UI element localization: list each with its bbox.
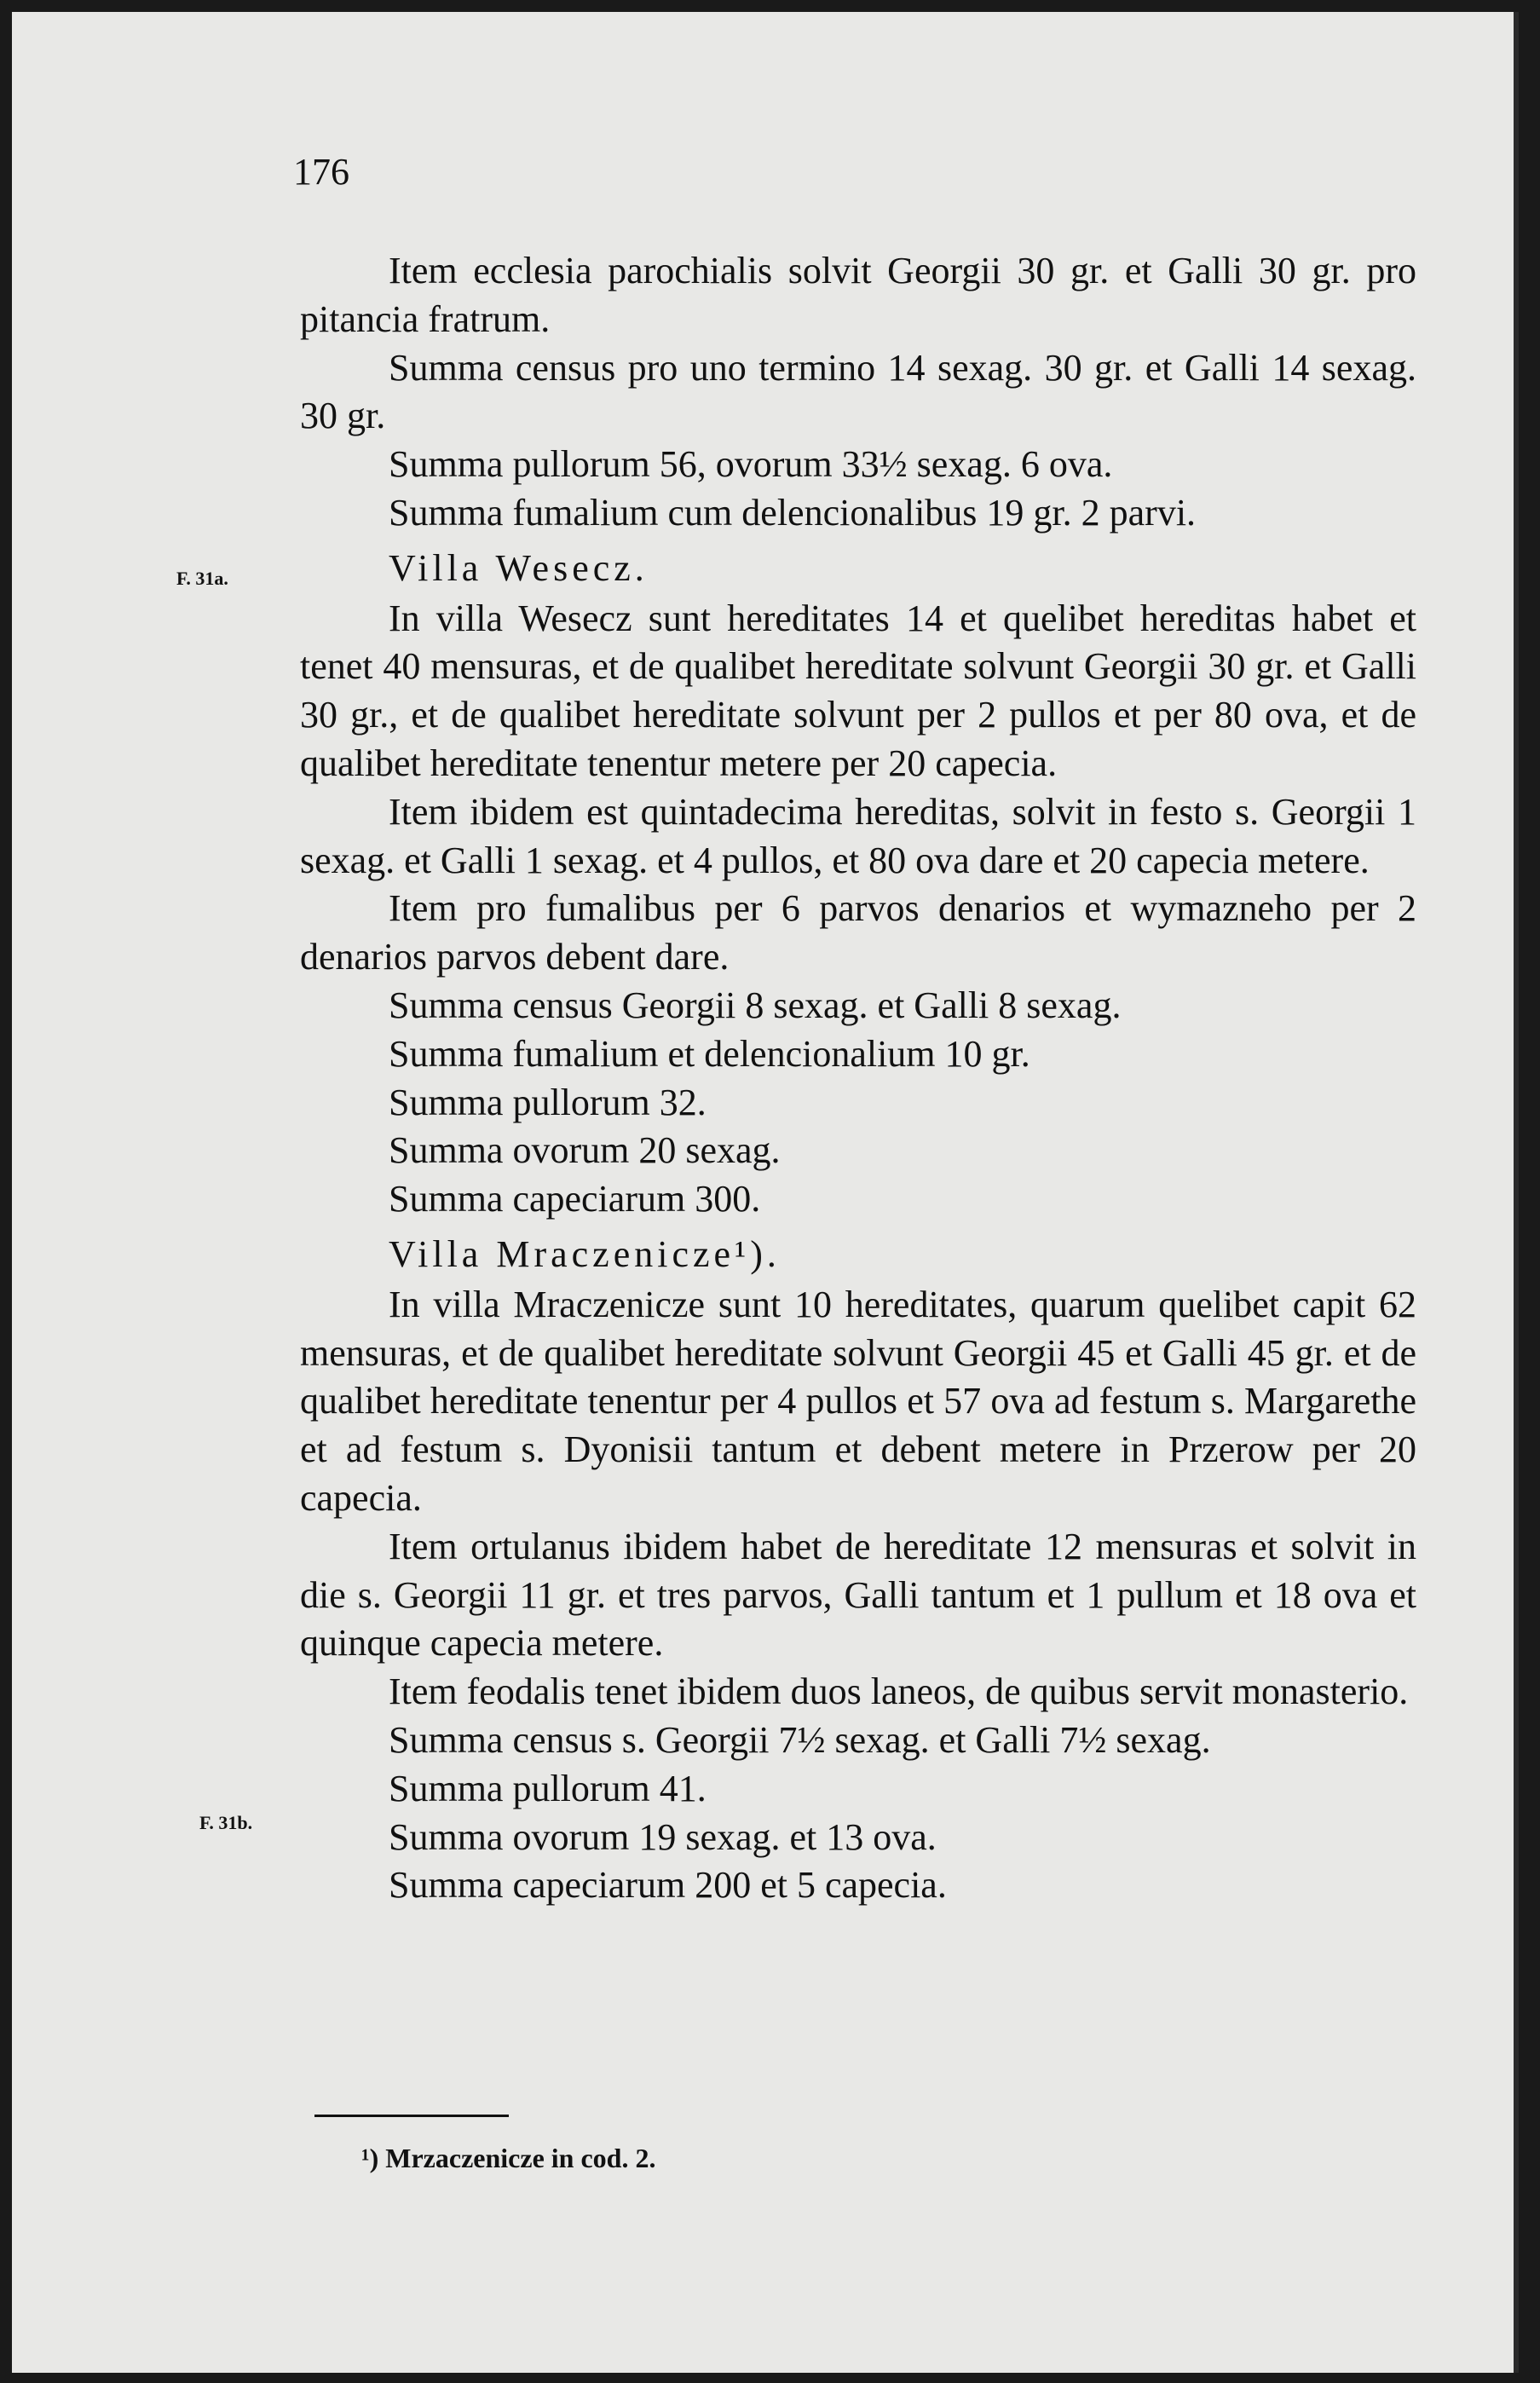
summary-line: Summa pullorum 41.	[389, 1767, 707, 1809]
paragraph: Item ecclesia parochialis solvit Georgii 30 gr. et Galli 30 gr. pro pitancia fratrum.	[300, 250, 1416, 340]
summary-line: Summa ovorum 19 sexag. et 13 ova.	[389, 1815, 937, 1858]
section-heading: Villa Mraczenicze¹).	[389, 1232, 781, 1275]
page-number: 176	[293, 151, 349, 193]
paragraph: Item feodalis tenet ibidem duos laneos, de quibus servit monasterio.	[389, 1670, 1409, 1713]
paragraph: Item ibidem est quintadecima hereditas, solvit in festo s. Georgii 1 sexag. et Galli 1 sexag. et 4 pullos, et 80 ova dare et 20 capecia metere.	[300, 790, 1416, 881]
summary-line: Summa capeciarum 200 et 5 capecia.	[389, 1864, 947, 1907]
summary-line: Summa census s. Georgii 7½ sexag. et Galli 7½ sexag.	[389, 1718, 1211, 1761]
summary-line: Summa fumalium cum delencionalibus 19 gr. 2 parvi.	[389, 491, 1197, 534]
section-heading: Villa Wesecz.	[389, 546, 649, 589]
summary-line: Summa ovorum 20 sexag.	[389, 1129, 781, 1172]
summary-line: Summa capeciarum 300.	[389, 1178, 761, 1220]
book-page	[12, 12, 1519, 2373]
paragraph: Item pro fumalibus per 6 parvos denarios et wymazneho per 2 denarios parvos debent dare.	[300, 887, 1416, 978]
summary-line: Summa pullorum 32.	[389, 1081, 707, 1123]
footnote-divider	[314, 2115, 509, 2117]
footnote: ¹) Mrzaczenicze in cod. 2.	[361, 2143, 656, 2173]
paragraph: Item ortulanus ibidem habet de hereditate 12 mensuras et solvit in die s. Georgii 11 gr. et tres parvos, Galli tantum et 1 pullum et 18 ova et quinque capecia metere.	[300, 1525, 1416, 1665]
paragraph: In villa Wesecz sunt hereditates 14 et quelibet hereditas habet et tenet 40 mensuras, et de qualibet hereditate solvunt Georgii 30 gr. et Galli 30 gr., et de qualibet hereditate solvunt per 2 pullos et per 80 ova, et de qualibet hereditate tenentur metere per 20 capecia.	[300, 597, 1416, 784]
summary-line: Summa fumalium et delencionalium 10 gr.	[389, 1032, 1030, 1075]
margin-note-f31a: F. 31a.	[176, 568, 228, 589]
body-text	[300, 247, 1416, 1910]
margin-note-f31b: F. 31b.	[199, 1812, 253, 1833]
summary-line: Summa census Georgii 8 sexag. et Galli 8 sexag.	[389, 984, 1122, 1026]
paragraph: Summa census pro uno termino 14 sexag. 30 gr. et Galli 14 sexag. 30 gr.	[300, 346, 1416, 437]
paragraph: In villa Mraczenicze sunt 10 hereditates, quarum quelibet capit 62 mensuras, et de qualibet hereditate solvunt Georgii 45 et Galli 45 gr. et de qualibet hereditate tenentur per 4 pullos et 57 ova ad festum s. Margarethe et ad festum s. Dyonisii tantum et debent metere in Przerow per 20 capecia.	[300, 1283, 1416, 1519]
summary-line: Summa pullorum 56, ovorum 33½ sexag. 6 ova.	[389, 443, 1113, 486]
